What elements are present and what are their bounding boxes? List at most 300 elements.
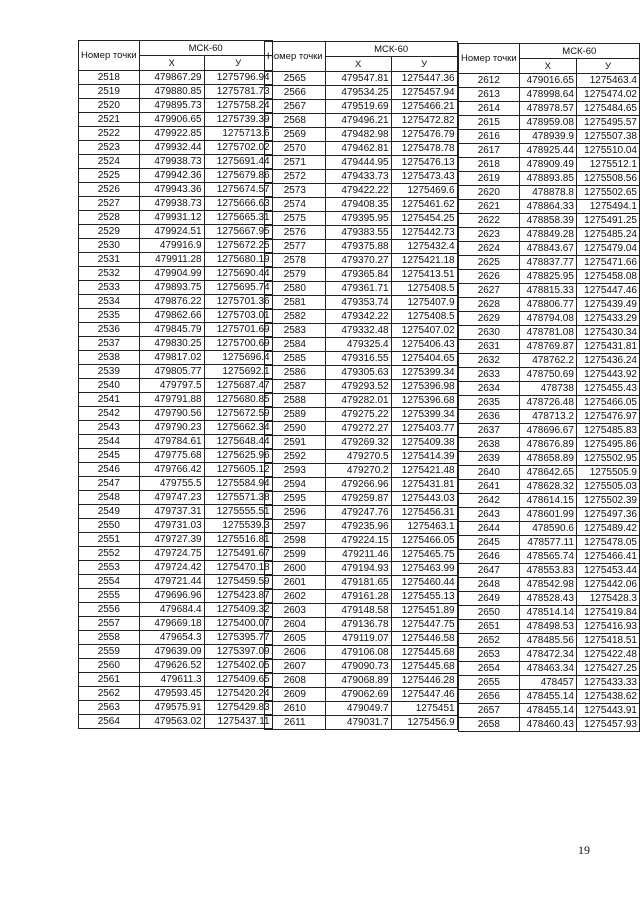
point-number: 2561 <box>79 673 140 687</box>
table-row <box>79 197 273 211</box>
x-value: 478577.11 <box>519 536 576 550</box>
x-value: 479325.4 <box>325 338 391 352</box>
table-row <box>79 211 273 225</box>
table-row <box>265 478 458 492</box>
table-row <box>265 198 458 212</box>
table-row <box>459 116 640 130</box>
y-value: 1275457.94 <box>391 86 457 100</box>
y-value: 1275455.43 <box>576 382 639 396</box>
point-number: 2537 <box>79 337 140 351</box>
point-number: 2597 <box>265 520 326 534</box>
table-row <box>265 534 458 548</box>
point-number: 2598 <box>265 534 326 548</box>
point-number: 2544 <box>79 435 140 449</box>
y-value: 1275463.4 <box>576 74 639 88</box>
x-value: 479943.36 <box>139 183 204 197</box>
x-value: 479790.56 <box>139 407 204 421</box>
table-row <box>459 298 640 312</box>
y-value: 1275491.25 <box>576 214 639 228</box>
x-value: 479669.18 <box>139 617 204 631</box>
point-number: 2652 <box>459 634 520 648</box>
y-value: 1275463.1 <box>391 520 457 534</box>
x-value: 479305.63 <box>325 366 391 380</box>
x-value: 479931.12 <box>139 211 204 225</box>
table-row <box>265 702 458 716</box>
point-number: 2589 <box>265 408 326 422</box>
x-value: 479269.32 <box>325 436 391 450</box>
y-value: 1275442.73 <box>391 226 457 240</box>
y-value: 1275402.05 <box>204 659 272 673</box>
table-row <box>265 114 458 128</box>
y-value: 1275447.36 <box>391 72 457 86</box>
table-row <box>459 564 640 578</box>
x-value: 478858.39 <box>519 214 576 228</box>
point-number: 2593 <box>265 464 326 478</box>
y-value: 1275466.05 <box>391 534 457 548</box>
point-number: 2533 <box>79 281 140 295</box>
table-row <box>459 228 640 242</box>
y-value: 1275701.36 <box>204 295 272 309</box>
point-number: 2625 <box>459 256 520 270</box>
x-value: 479235.96 <box>325 520 391 534</box>
point-number: 2648 <box>459 578 520 592</box>
point-number: 2591 <box>265 436 326 450</box>
point-number: 2626 <box>459 270 520 284</box>
y-value: 1275403.77 <box>391 422 457 436</box>
y-value: 1275476.97 <box>576 410 639 424</box>
point-number: 2557 <box>79 617 140 631</box>
point-number: 2607 <box>265 660 326 674</box>
table-row <box>79 99 273 113</box>
table-row <box>265 254 458 268</box>
point-number: 2615 <box>459 116 520 130</box>
point-number: 2538 <box>79 351 140 365</box>
y-value: 1275431.81 <box>391 478 457 492</box>
point-number: 2623 <box>459 228 520 242</box>
coordinates-table-1 <box>78 40 273 729</box>
table-row <box>459 312 640 326</box>
table-row <box>459 172 640 186</box>
table-row <box>79 477 273 491</box>
x-value: 478565.74 <box>519 550 576 564</box>
x-value: 479462.81 <box>325 142 391 156</box>
table-row <box>265 520 458 534</box>
point-number: 2567 <box>265 100 326 114</box>
table-row <box>459 74 640 88</box>
x-value: 479654.3 <box>139 631 204 645</box>
table-row <box>79 421 273 435</box>
point-number: 2563 <box>79 701 140 715</box>
x-value: 479724.42 <box>139 561 204 575</box>
table-row <box>265 184 458 198</box>
table-row <box>79 575 273 589</box>
y-value: 1275696.4 <box>204 351 272 365</box>
y-value: 1275539.3 <box>204 519 272 533</box>
y-value: 1275679.86 <box>204 169 272 183</box>
table-row <box>265 170 458 184</box>
table-row <box>459 690 640 704</box>
table-row <box>265 604 458 618</box>
y-value: 1275458.08 <box>576 270 639 284</box>
table-row <box>459 410 640 424</box>
table-row <box>459 214 640 228</box>
table-row <box>265 296 458 310</box>
table-row <box>265 72 458 86</box>
point-number: 2618 <box>459 158 520 172</box>
table-row <box>79 113 273 127</box>
table-row <box>265 548 458 562</box>
y-value: 1275478.78 <box>391 142 457 156</box>
y-value: 1275507.38 <box>576 130 639 144</box>
table-row <box>79 491 273 505</box>
y-value: 1275489.42 <box>576 522 639 536</box>
table-row <box>79 309 273 323</box>
y-value: 1275505.9 <box>576 466 639 480</box>
point-number: 2633 <box>459 368 520 382</box>
y-value: 1275713.6 <box>204 127 272 141</box>
x-value: 479293.52 <box>325 380 391 394</box>
y-value: 1275445.68 <box>391 646 457 660</box>
x-value: 479148.58 <box>325 604 391 618</box>
point-number: 2579 <box>265 268 326 282</box>
point-number: 2581 <box>265 296 326 310</box>
x-value: 479639.09 <box>139 645 204 659</box>
x-value: 479259.87 <box>325 492 391 506</box>
x-value: 479862.66 <box>139 309 204 323</box>
x-value: 479684.4 <box>139 603 204 617</box>
table-row <box>459 270 640 284</box>
x-value: 478590.6 <box>519 522 576 536</box>
table-row <box>265 156 458 170</box>
point-number: 2637 <box>459 424 520 438</box>
table-row <box>265 450 458 464</box>
y-value: 1275701.69 <box>204 323 272 337</box>
table-row <box>79 561 273 575</box>
y-value: 1275472.82 <box>391 114 457 128</box>
table-row <box>459 396 640 410</box>
y-value: 1275680.85 <box>204 393 272 407</box>
y-value: 1275400.07 <box>204 617 272 631</box>
point-number: 2595 <box>265 492 326 506</box>
table-row <box>459 326 640 340</box>
y-value: 1275419.84 <box>576 606 639 620</box>
x-value: 479444.95 <box>325 156 391 170</box>
point-number: 2525 <box>79 169 140 183</box>
table-row <box>459 368 640 382</box>
point-number: 2530 <box>79 239 140 253</box>
y-value: 1275399.34 <box>391 408 457 422</box>
point-number: 2548 <box>79 491 140 505</box>
x-value: 478959.08 <box>519 116 576 130</box>
x-value: 479342.22 <box>325 310 391 324</box>
table-row <box>265 408 458 422</box>
x-value: 479876.22 <box>139 295 204 309</box>
point-number: 2600 <box>265 562 326 576</box>
x-value: 479031.7 <box>325 716 391 730</box>
x-header: X <box>139 56 204 71</box>
y-value: 1275692.1 <box>204 365 272 379</box>
point-number: 2534 <box>79 295 140 309</box>
x-value: 479383.55 <box>325 226 391 240</box>
point-number: 2559 <box>79 645 140 659</box>
y-value: 1275476.79 <box>391 128 457 142</box>
table-row <box>459 200 640 214</box>
y-value: 1275665.31 <box>204 211 272 225</box>
y-value: 1275408.5 <box>391 310 457 324</box>
table-row <box>265 366 458 380</box>
point-number: 2635 <box>459 396 520 410</box>
y-value: 1275432.4 <box>391 240 457 254</box>
point-number: 2550 <box>79 519 140 533</box>
point-number: 2526 <box>79 183 140 197</box>
point-number: 2604 <box>265 618 326 632</box>
table-row <box>459 284 640 298</box>
y-value: 1275413.51 <box>391 268 457 282</box>
x-value: 479922.85 <box>139 127 204 141</box>
table-row <box>459 508 640 522</box>
y-value: 1275505.03 <box>576 480 639 494</box>
x-value: 479247.76 <box>325 506 391 520</box>
table-row <box>79 267 273 281</box>
point-number: 2610 <box>265 702 326 716</box>
point-number: 2617 <box>459 144 520 158</box>
x-value: 479805.77 <box>139 365 204 379</box>
y-value: 1275473.43 <box>391 170 457 184</box>
y-value: 1275442.06 <box>576 578 639 592</box>
point-number: 2551 <box>79 533 140 547</box>
table-row <box>265 576 458 590</box>
table-row <box>79 645 273 659</box>
coordinate-system-header: МСК-60 <box>139 41 272 56</box>
x-value: 478769.87 <box>519 340 576 354</box>
point-number: 2611 <box>265 716 326 730</box>
point-number: 2584 <box>265 338 326 352</box>
table-row <box>79 351 273 365</box>
x-value: 478498.53 <box>519 620 576 634</box>
x-value: 479747.23 <box>139 491 204 505</box>
x-value: 478825.95 <box>519 270 576 284</box>
y-value: 1275571.38 <box>204 491 272 505</box>
point-number: 2634 <box>459 382 520 396</box>
x-value: 479938.73 <box>139 197 204 211</box>
point-number: 2555 <box>79 589 140 603</box>
table-row <box>265 646 458 660</box>
point-number: 2531 <box>79 253 140 267</box>
point-number: 2536 <box>79 323 140 337</box>
y-value: 1275459.59 <box>204 575 272 589</box>
table-row <box>79 71 273 85</box>
y-value: 1275584.94 <box>204 477 272 491</box>
point-number: 2605 <box>265 632 326 646</box>
x-value: 479895.73 <box>139 99 204 113</box>
y-value: 1275470.18 <box>204 561 272 575</box>
table-row <box>265 338 458 352</box>
point-number: 2640 <box>459 466 520 480</box>
point-number: 2566 <box>265 86 326 100</box>
point-number: 2587 <box>265 380 326 394</box>
y-value: 1275495.86 <box>576 438 639 452</box>
point-number: 2596 <box>265 506 326 520</box>
table-row <box>79 393 273 407</box>
y-value: 1275674.57 <box>204 183 272 197</box>
point-number: 2641 <box>459 480 520 494</box>
x-value: 479282.01 <box>325 394 391 408</box>
x-value: 479275.22 <box>325 408 391 422</box>
x-value: 479737.31 <box>139 505 204 519</box>
point-number: 2575 <box>265 212 326 226</box>
y-value: 1275695.74 <box>204 281 272 295</box>
y-value: 1275427.25 <box>576 662 639 676</box>
x-value: 479090.73 <box>325 660 391 674</box>
point-number: 2614 <box>459 102 520 116</box>
x-value: 479316.55 <box>325 352 391 366</box>
table-row <box>265 660 458 674</box>
y-value: 1275418.51 <box>576 634 639 648</box>
y-value: 1275605.12 <box>204 463 272 477</box>
point-number: 2558 <box>79 631 140 645</box>
point-number: 2654 <box>459 662 520 676</box>
coordinate-system-header: МСК-60 <box>519 44 639 59</box>
table-row <box>79 659 273 673</box>
table-row <box>459 536 640 550</box>
x-value: 478837.77 <box>519 256 576 270</box>
point-number: 2636 <box>459 410 520 424</box>
y-value: 1275667.95 <box>204 225 272 239</box>
x-value: 478815.33 <box>519 284 576 298</box>
point-number: 2539 <box>79 365 140 379</box>
table-row <box>79 295 273 309</box>
y-value: 1275407.9 <box>391 296 457 310</box>
x-value: 479727.39 <box>139 533 204 547</box>
y-value: 1275758.24 <box>204 99 272 113</box>
table-row <box>265 632 458 646</box>
x-value: 479395.95 <box>325 212 391 226</box>
table-row <box>79 85 273 99</box>
point-number: 2560 <box>79 659 140 673</box>
table-row <box>79 407 273 421</box>
x-value: 479181.65 <box>325 576 391 590</box>
x-value: 479370.27 <box>325 254 391 268</box>
table-row <box>79 547 273 561</box>
point-number: 2644 <box>459 522 520 536</box>
table-row <box>265 282 458 296</box>
table-row <box>265 618 458 632</box>
y-value: 1275406.43 <box>391 338 457 352</box>
y-value: 1275395.77 <box>204 631 272 645</box>
y-value: 1275680.19 <box>204 253 272 267</box>
point-number: 2547 <box>79 477 140 491</box>
table-row <box>79 323 273 337</box>
y-value: 1275430.34 <box>576 326 639 340</box>
point-number: 2522 <box>79 127 140 141</box>
x-value: 479893.75 <box>139 281 204 295</box>
y-value: 1275414.39 <box>391 450 457 464</box>
x-value: 478864.33 <box>519 200 576 214</box>
point-number: 2642 <box>459 494 520 508</box>
y-value: 1275422.48 <box>576 648 639 662</box>
point-number: 2576 <box>265 226 326 240</box>
table-row <box>459 676 640 690</box>
point-number: 2546 <box>79 463 140 477</box>
table-row <box>79 155 273 169</box>
point-number: 2632 <box>459 354 520 368</box>
x-value: 479224.15 <box>325 534 391 548</box>
table-row <box>459 480 640 494</box>
point-number: 2541 <box>79 393 140 407</box>
x-value: 479942.36 <box>139 169 204 183</box>
x-value: 479361.71 <box>325 282 391 296</box>
y-value: 1275433.29 <box>576 312 639 326</box>
point-number-header: Номер точки <box>79 41 140 71</box>
table-row <box>459 662 640 676</box>
table-row <box>265 100 458 114</box>
table-row <box>79 435 273 449</box>
point-number: 2577 <box>265 240 326 254</box>
point-number: 2568 <box>265 114 326 128</box>
y-value: 1275781.73 <box>204 85 272 99</box>
x-value: 479817.02 <box>139 351 204 365</box>
point-number: 2599 <box>265 548 326 562</box>
table-row <box>79 253 273 267</box>
point-number: 2521 <box>79 113 140 127</box>
x-value: 478849.28 <box>519 228 576 242</box>
table-row <box>79 589 273 603</box>
x-value: 479755.5 <box>139 477 204 491</box>
y-value: 1275408.5 <box>391 282 457 296</box>
point-number: 2554 <box>79 575 140 589</box>
x-value: 478925.44 <box>519 144 576 158</box>
table-row <box>459 256 640 270</box>
x-value: 479049.7 <box>325 702 391 716</box>
point-number: 2518 <box>79 71 140 85</box>
y-value: 1275739.39 <box>204 113 272 127</box>
point-number: 2658 <box>459 718 520 732</box>
y-value: 1275484.65 <box>576 102 639 116</box>
y-value: 1275672.59 <box>204 407 272 421</box>
point-number: 2540 <box>79 379 140 393</box>
y-value: 1275429.83 <box>204 701 272 715</box>
point-number: 2622 <box>459 214 520 228</box>
point-number: 2606 <box>265 646 326 660</box>
x-value: 479911.28 <box>139 253 204 267</box>
y-value: 1275397.09 <box>204 645 272 659</box>
point-number: 2528 <box>79 211 140 225</box>
x-value: 479593.45 <box>139 687 204 701</box>
y-value: 1275625.96 <box>204 449 272 463</box>
y-value: 1275454.25 <box>391 212 457 226</box>
x-value: 479211.46 <box>325 548 391 562</box>
x-value: 478676.89 <box>519 438 576 452</box>
coordinate-system-header: МСК-60 <box>325 42 457 57</box>
point-number: 2543 <box>79 421 140 435</box>
y-value: 1275461.62 <box>391 198 457 212</box>
x-value: 479106.08 <box>325 646 391 660</box>
point-number: 2585 <box>265 352 326 366</box>
point-number: 2601 <box>265 576 326 590</box>
table-row <box>79 183 273 197</box>
x-value: 479408.35 <box>325 198 391 212</box>
x-value: 479766.42 <box>139 463 204 477</box>
table-row <box>265 226 458 240</box>
y-value: 1275502.95 <box>576 452 639 466</box>
table-row <box>459 550 640 564</box>
table-row <box>459 494 640 508</box>
y-value: 1275476.13 <box>391 156 457 170</box>
y-value: 1275396.68 <box>391 394 457 408</box>
x-value: 479867.29 <box>139 71 204 85</box>
table-row <box>459 186 640 200</box>
x-value: 479784.61 <box>139 435 204 449</box>
